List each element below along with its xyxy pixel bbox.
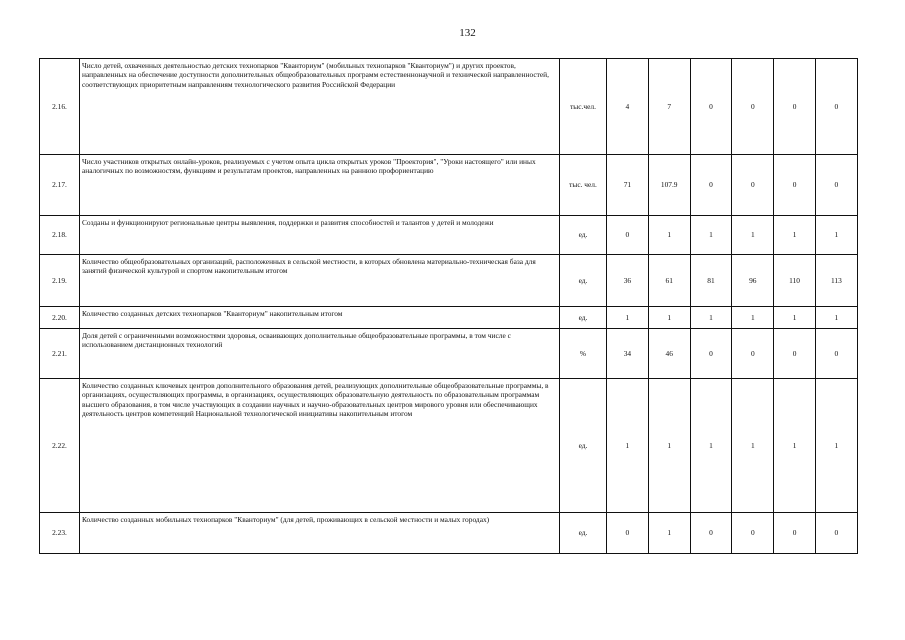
value-cell: 1 (648, 307, 690, 329)
value-cell: 113 (815, 255, 857, 307)
value-cell: 36 (607, 255, 649, 307)
row-number: 2.22. (40, 379, 80, 513)
value-cell: 1 (815, 379, 857, 513)
value-cell: 0 (774, 329, 816, 379)
indicator-name: Количество созданных детских технопарков "Кванториум" накопительным итогом (80, 307, 560, 329)
value-cell: 107.9 (648, 155, 690, 216)
table-body (40, 59, 858, 554)
value-cell: 1 (648, 216, 690, 255)
row-number: 2.16. (40, 59, 80, 155)
row-number: 2.23. (40, 513, 80, 554)
value-cell: 1 (690, 216, 732, 255)
unit-cell: ед. (560, 379, 607, 513)
row-number: 2.19. (40, 255, 80, 307)
table-row (40, 155, 858, 216)
row-number: 2.18. (40, 216, 80, 255)
indicator-name: Количество общеобразовательных организаций, расположенных в сельской местности, в которых обновлена материально-техническая база для занятий физической культурой и спортом накопительным итогом (80, 255, 560, 307)
value-cell: 96 (732, 255, 774, 307)
value-cell: 0 (690, 329, 732, 379)
table-row (40, 379, 858, 513)
value-cell: 1 (815, 307, 857, 329)
value-cell: 1 (774, 307, 816, 329)
value-cell: 1 (774, 379, 816, 513)
value-cell: 1 (607, 307, 649, 329)
value-cell: 0 (732, 329, 774, 379)
value-cell: 0 (690, 513, 732, 554)
value-cell: 61 (648, 255, 690, 307)
value-cell: 0 (607, 513, 649, 554)
value-cell: 0 (774, 155, 816, 216)
value-cell: 4 (607, 59, 649, 155)
value-cell: 34 (607, 329, 649, 379)
value-cell: 0 (607, 216, 649, 255)
value-cell: 0 (732, 513, 774, 554)
table-row (40, 216, 858, 255)
value-cell: 0 (774, 513, 816, 554)
indicators-table (39, 58, 858, 554)
value-cell: 0 (815, 155, 857, 216)
unit-cell: тыс. чел. (560, 155, 607, 216)
indicator-name: Количество созданных мобильных технопарков "Кванториум" (для детей, проживающих в сельской местности и малых городах) (80, 513, 560, 554)
unit-cell: ед. (560, 513, 607, 554)
value-cell: 7 (648, 59, 690, 155)
table-row (40, 59, 858, 155)
value-cell: 1 (607, 379, 649, 513)
value-cell: 1 (690, 307, 732, 329)
value-cell: 1 (648, 513, 690, 554)
value-cell: 1 (815, 216, 857, 255)
value-cell: 0 (774, 59, 816, 155)
value-cell: 0 (732, 59, 774, 155)
value-cell: 1 (732, 216, 774, 255)
table-row (40, 255, 858, 307)
indicator-name: Число участников открытых онлайн-уроков, реализуемых с учетом опыта цикла открытых уроков "Проектория", "Уроки настоящего" или иных аналогичных по возможностям, функциям и результатам проектов, направленных на раннюю профориентацию (80, 155, 560, 216)
value-cell: 0 (815, 329, 857, 379)
value-cell: 0 (690, 59, 732, 155)
value-cell: 110 (774, 255, 816, 307)
value-cell: 0 (732, 155, 774, 216)
value-cell: 0 (815, 513, 857, 554)
unit-cell: ед. (560, 307, 607, 329)
value-cell: 81 (690, 255, 732, 307)
value-cell: 71 (607, 155, 649, 216)
indicator-name: Число детей, охваченных деятельностью детских технопарков "Кванториум" (мобильных технопарков "Кванториум") и других проектов, направленных на обеспечение доступности дополнительных общеобразовательных программ естественнонаучной и технической направленностей, соответствующих приоритетным направлениям технологического развития Российской Федерации (80, 59, 560, 155)
table-row (40, 307, 858, 329)
unit-cell: тыс.чел. (560, 59, 607, 155)
value-cell: 1 (774, 216, 816, 255)
indicator-name: Доля детей с ограниченными возможностями здоровья, осваивающих дополнительные общеобразовательные программы, в том числе с использованием дистанционных технологий (80, 329, 560, 379)
value-cell: 1 (732, 379, 774, 513)
indicator-name: Количество созданных ключевых центров дополнительного образования детей, реализующих дополнительные общеобразовательные программы, в организациях, осуществляющих программы, в организациях, осуществляющих образовательную деятельность по образовательным программам высшего образования, в том числе участвующих в создании научных и научно-образовательных центров мирового уровня или обеспечивающих деятельность центров компетенций Национальной технологической инициативы накопительным итогом (80, 379, 560, 513)
value-cell: 1 (732, 307, 774, 329)
row-number: 2.21. (40, 329, 80, 379)
value-cell: 46 (648, 329, 690, 379)
value-cell: 0 (690, 155, 732, 216)
row-number: 2.17. (40, 155, 80, 216)
unit-cell: ед. (560, 255, 607, 307)
value-cell: 0 (815, 59, 857, 155)
table-row (40, 513, 858, 554)
unit-cell: % (560, 329, 607, 379)
unit-cell: ед. (560, 216, 607, 255)
row-number: 2.20. (40, 307, 80, 329)
table-row (40, 329, 858, 379)
value-cell: 1 (648, 379, 690, 513)
indicator-name: Созданы и функционируют региональные центры выявления, поддержки и развития способностей и талантов у детей и молодежи (80, 216, 560, 255)
value-cell: 1 (690, 379, 732, 513)
page-number: 132 (459, 27, 476, 39)
